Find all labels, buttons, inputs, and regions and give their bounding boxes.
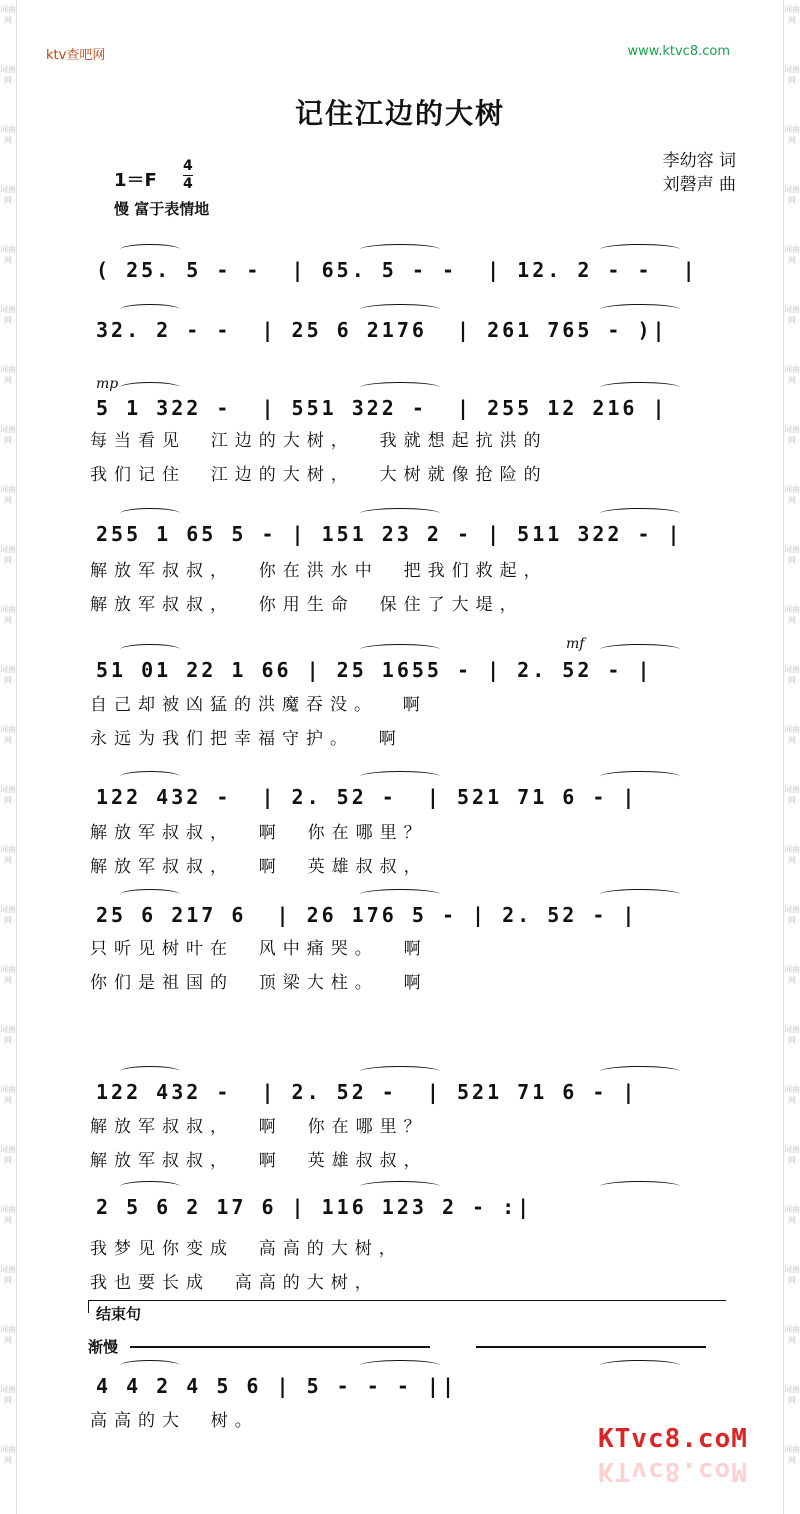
slur-mark (360, 1181, 440, 1192)
key-signature: 1＝F (114, 170, 157, 191)
notation-row: 255 1 65 5 - | 151 23 2 - | 511 322 - | (96, 522, 683, 546)
lyric-line: 解放军叔叔， 啊 你在哪里？ (90, 823, 428, 843)
side-watermark: 词曲网 (0, 305, 16, 325)
side-watermark: 词曲网 (0, 965, 16, 985)
slur-mark (120, 771, 180, 782)
notation-row: 122 432 - | 2. 52 - | 521 71 6 - | (96, 785, 638, 809)
slur-mark (360, 644, 440, 655)
time-numerator: 4 (183, 158, 193, 174)
side-watermark: 词曲网 (0, 365, 16, 385)
side-watermark: 词曲网 (784, 125, 800, 145)
ritardando-line (476, 1346, 706, 1348)
side-watermark: 词曲网 (0, 1025, 16, 1045)
slur-mark (360, 508, 440, 519)
lyric-line: 每当看见 江边的大树， 我就想起抗洪的 (90, 431, 548, 451)
slur-mark (360, 244, 440, 255)
slur-mark (360, 889, 440, 900)
side-watermark: 词曲网 (0, 665, 16, 685)
side-watermark: 词曲网 (0, 1145, 16, 1165)
song-title: 记住江边的大树 (294, 97, 505, 130)
slur-mark (600, 1181, 680, 1192)
side-watermark: 词曲网 (0, 845, 16, 865)
notation-row: ( 25. 5 - - | 65. 5 - - | 12. 2 - - | (96, 258, 698, 282)
lyric-line: 解放军叔叔， 你用生命 保住了大堤， (90, 595, 524, 615)
side-watermark: 词曲网 (784, 785, 800, 805)
side-watermark: 词曲网 (784, 1085, 800, 1105)
notation-row: 25 6 217 6 | 26 176 5 - | 2. 52 - | (96, 903, 638, 927)
site-logo-reflection: KTvc8.coM (598, 1456, 748, 1486)
side-watermark: 词曲网 (784, 485, 800, 505)
side-watermark: 词曲网 (784, 845, 800, 865)
lyric-line: 只听见树叶在 风中痛哭。 啊 (90, 939, 428, 959)
side-watermark: 词曲网 (0, 65, 16, 85)
slur-mark (120, 644, 180, 655)
side-watermark: 词曲网 (0, 1445, 16, 1465)
notation-row: 32. 2 - - | 25 6 2176 | 261 765 - )| (96, 318, 668, 342)
side-watermark: 词曲网 (0, 185, 16, 205)
slur-mark (600, 1066, 680, 1077)
right-site-label: www.ktvc8.com (627, 44, 730, 59)
side-watermark: 词曲网 (0, 125, 16, 145)
side-watermark: 词曲网 (784, 1445, 800, 1465)
site-logo: KTvc8.coM (598, 1424, 748, 1454)
lyric-line: 我们记住 江边的大树， 大树就像抢险的 (90, 465, 548, 485)
lyric-line: 你们是祖国的 顶梁大柱。 啊 (90, 973, 428, 993)
slur-mark (360, 382, 440, 393)
left-site-label: ktv查吧网 (46, 48, 106, 63)
side-watermark: 词曲网 (784, 905, 800, 925)
side-watermark: 词曲网 (784, 545, 800, 565)
ritardando-line (130, 1346, 430, 1348)
ending-label: 结束句 (96, 1305, 142, 1323)
side-watermark: 词曲网 (0, 1325, 16, 1345)
left-watermark-strip (0, 0, 17, 1514)
slur-mark (600, 644, 680, 655)
slur-mark (600, 1360, 680, 1371)
tempo-marking: 慢 富于表情地 (114, 200, 210, 218)
slur-mark (120, 304, 180, 315)
side-watermark: 词曲网 (0, 245, 16, 265)
lyric-line: 高高的大 树。 (90, 1411, 259, 1431)
lyric-line: 自己却被凶猛的洪魔吞没。 啊 (90, 695, 427, 715)
side-watermark: 词曲网 (784, 605, 800, 625)
side-watermark: 词曲网 (784, 965, 800, 985)
slur-mark (360, 1360, 440, 1371)
notation-row: 5 1 322 - | 551 322 - | 255 12 216 | (96, 396, 668, 420)
lyric-line: 解放军叔叔， 啊 你在哪里？ (90, 1117, 428, 1137)
slur-mark (600, 889, 680, 900)
side-watermark: 词曲网 (784, 65, 800, 85)
lyric-line: 永远为我们把幸福守护。 啊 (90, 729, 403, 749)
slur-mark (120, 244, 180, 255)
side-watermark: 词曲网 (784, 1325, 800, 1345)
side-watermark: 词曲网 (784, 725, 800, 745)
dynamic-mp: mp (96, 376, 119, 392)
slur-mark (120, 889, 180, 900)
slur-mark (600, 304, 680, 315)
side-watermark: 词曲网 (0, 725, 16, 745)
slur-mark (360, 1066, 440, 1077)
composer-credit: 刘磬声 曲 (662, 175, 736, 195)
slur-mark (600, 508, 680, 519)
time-signature (183, 158, 193, 193)
slur-mark (360, 304, 440, 315)
ending-bracket (88, 1300, 726, 1313)
side-watermark: 词曲网 (0, 905, 16, 925)
side-watermark: 词曲网 (0, 1205, 16, 1225)
right-watermark-strip (783, 0, 800, 1514)
side-watermark: 词曲网 (0, 545, 16, 565)
time-denominator: 4 (183, 176, 193, 192)
slur-mark (600, 771, 680, 782)
slur-mark (600, 382, 680, 393)
lyric-line: 我也要长成 高高的大树， (90, 1273, 379, 1293)
slur-mark (120, 382, 180, 393)
lyric-line: 我梦见你变成 高高的大树， (90, 1239, 403, 1259)
side-watermark: 词曲网 (0, 785, 16, 805)
slur-mark (120, 1066, 180, 1077)
side-watermark: 词曲网 (784, 1025, 800, 1045)
slur-mark (600, 244, 680, 255)
side-watermark: 词曲网 (784, 185, 800, 205)
notation-row: 4 4 2 4 5 6 | 5 - - - || (96, 1374, 457, 1398)
side-watermark: 词曲网 (784, 305, 800, 325)
side-watermark: 词曲网 (0, 1385, 16, 1405)
side-watermark: 词曲网 (0, 1265, 16, 1285)
side-watermark: 词曲网 (784, 1145, 800, 1165)
side-watermark: 词曲网 (784, 1205, 800, 1225)
notation-row: 122 432 - | 2. 52 - | 521 71 6 - | (96, 1080, 638, 1104)
lyric-line: 解放军叔叔， 你在洪水中 把我们救起， (90, 561, 548, 581)
side-watermark: 词曲网 (784, 365, 800, 385)
lyric-line: 解放军叔叔， 啊 英雄叔叔， (90, 1151, 428, 1171)
slur-mark (120, 1181, 180, 1192)
side-watermark: 词曲网 (784, 665, 800, 685)
dynamic-mf: mf (566, 636, 585, 652)
ritardando-label: 渐慢 (88, 1338, 119, 1356)
side-watermark: 词曲网 (784, 1385, 800, 1405)
side-watermark: 词曲网 (784, 5, 800, 25)
side-watermark: 词曲网 (0, 1085, 16, 1105)
side-watermark: 词曲网 (784, 1265, 800, 1285)
side-watermark: 词曲网 (0, 5, 16, 25)
lyric-line: 解放军叔叔， 啊 英雄叔叔， (90, 857, 428, 877)
slur-mark (120, 1360, 180, 1371)
side-watermark: 词曲网 (784, 425, 800, 445)
lyricist-credit: 李幼容 词 (662, 151, 736, 171)
side-watermark: 词曲网 (0, 605, 16, 625)
side-watermark: 词曲网 (0, 485, 16, 505)
slur-mark (120, 508, 180, 519)
notation-row: 2 5 6 2 17 6 | 116 123 2 - :| (96, 1195, 533, 1219)
notation-row: 51 01 22 1 66 | 25 1655 - | 2. 52 - | (96, 658, 653, 682)
side-watermark: 词曲网 (0, 425, 16, 445)
side-watermark: 词曲网 (784, 245, 800, 265)
slur-mark (360, 771, 440, 782)
